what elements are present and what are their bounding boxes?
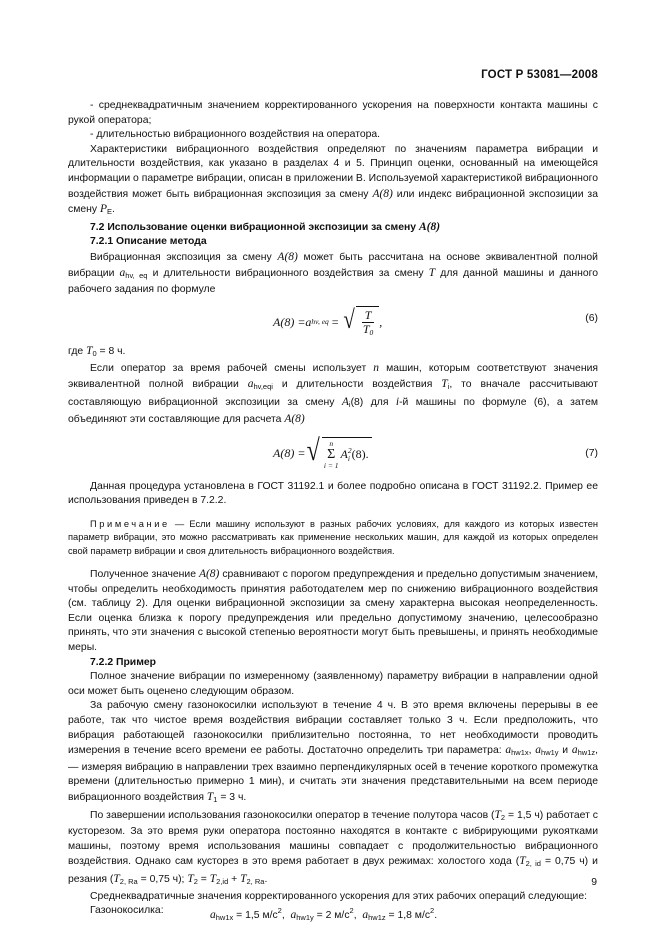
paragraph: Характеристики вибрационного воздействия определяют по значениям параметра вибрации и длительности воздействия, как указано в разделах 4 и 5. Принцип оценки, основанный на имеющейся информации о параметре вибрации, описан в приложении В. Используемой характеристикой вибрационного воздействия может быть вибрационная экспозиция за смену A(8) или индекс вибрационной экспозиции за смену $P_E$. [68, 143, 598, 217]
paragraph: где $T_0 = 8$ ч. [68, 344, 126, 358]
equation-number: (7) [585, 447, 598, 459]
formula-7: A(8) = √ n Σ i = 1 A 2 i (8). (7) [273, 433, 598, 470]
paragraph: - среднеквадратичным значением корректированного ускорения на поверхности контакта машины с рукой оператора; [68, 100, 598, 126]
paragraph: - длительностью вибрационного воздействия на оператора. [90, 129, 381, 141]
section-heading-7-2-2: 7.2.2 Пример [90, 656, 157, 668]
section-heading-7-2-1: 7.2.1 Описание метода [90, 236, 207, 248]
paragraph: Если оператор за время рабочей смены использует n машин, которым соответствуют значения эквивалентной полной вибрации $a_{hv,eqi}$ и длительности воздействия $T_i$, то вначале рассчитывают составляющую вибрационной экспозиции за смену $A_i(8)$ для i-й машины по формуле (6), а затем объединяют эти составляющие для расчета A(8) [68, 362, 598, 426]
paragraph: Полученное значение A(8) сравнивают с порогом предупреждения и предельно допустимым значением, чтобы определить необходимость принятия работодателем мер по снижению вибрационного воздействия (см. таблицу 2). Для оценки вибрационной экспозиции за смену характерна высокая неопределенность. Если оценка близка к порогу предупреждения или предельно допустимому значению, целесообразно принять, что эти значения с высокой степенью вероятности могут быть превышены, и принять необходимые меры. [68, 568, 598, 654]
square-root: √ $\frac{T}{T_0}$ [342, 306, 380, 339]
equation-number: (6) [585, 312, 598, 324]
formula-6: A(8) = a hv, eq = √ $\frac{T}{T_0}$ , (6) [273, 304, 598, 337]
paragraph: По завершении использования газонокосилки оператор в течение полутора часов ($T_2 = 1,5$ ч) работает с кусторезом. За это время руки оператора постоянно находятся в контакте с вибрирующими рукоятками машины, поэтому время использования машины совпадает с продолжительностью вибрационного воздействия. Однако сам кусторез в это время работает в двух режимах: холостого хода ($T_{2, id} = 0,75$ ч) и резания ($T_{2, Ra} = 0,75$ ч); $T_2 = T_{2,id} + T_{2, Ra}$. [68, 808, 598, 886]
note: Примечание — Если машину используют в разных рабочих условиях, для каждого из которых известен параметр вибрации, это можно рассматривать как применение нескольких машин, для каждой из которых определен свой параметр вибрации и своя длительность вибрационного воздействия. [68, 518, 598, 556]
standard-header: ГОСТ Р 53081—2008 [481, 69, 598, 81]
page-body [68, 99, 598, 926]
paragraph: За рабочую смену газонокосилки используют в течение 4 ч. В это время включены перерывы в ее работе, так что чистое время воздействия вибрации составляет только 3 ч. Если предположить, что вибрация работающей газонокосилки приблизительно постоянна, то нет необходимости проводить измерения в течение всего времени ее работы. Достаточно определить три параметра: $a_{hw1x}$, $a_{hw1y}$ и $a_{hw1z}$, — измеряя вибрацию в направлении трех взаимно перпендикулярных осей в течение короткого промежутка времени (длительностью примерно 1 мин), и считать эти значения представительными на всем периоде вибрационного воздействия $T_1 = 3$ ч. [68, 700, 599, 804]
paragraph: Данная процедура установлена в ГОСТ 31192.1 и более подробно описана в ГОСТ 31192.2. Пример ее использования приведен в 7.2.2. [68, 480, 598, 507]
paragraph: Среднеквадратичные значения корректированного ускорения для этих рабочих операций следующие: [90, 890, 588, 902]
square-root: √ n Σ i = 1 A 2 i (8). [305, 437, 371, 470]
paragraph: Полное значение вибрации по измеренному (заявленному) параметру вибрации в направлении одной оси может быть оценено следующим образом. [68, 671, 598, 697]
page-number: 9 [591, 877, 597, 888]
lawnmower-values: Газонокосилка: $a_{hw1x} = 1,5$ $м/с^2$, $a_{hw1y} = 2$ $м/с^2$, $a_{hw1z} = 1,8$ $м/с^2$. [90, 905, 438, 923]
paragraph: Вибрационная экспозиция за смену A(8) может быть рассчитана на основе эквивалентной полной вибрации $a_{hv, eq}$ и длительности вибрационного воздействия за смену T для данной машины и данного рабочего задания по формуле [68, 250, 599, 296]
section-heading-7-2: 7.2 Использование оценки вибрационной экспозиции за смену A(8) [90, 220, 441, 233]
